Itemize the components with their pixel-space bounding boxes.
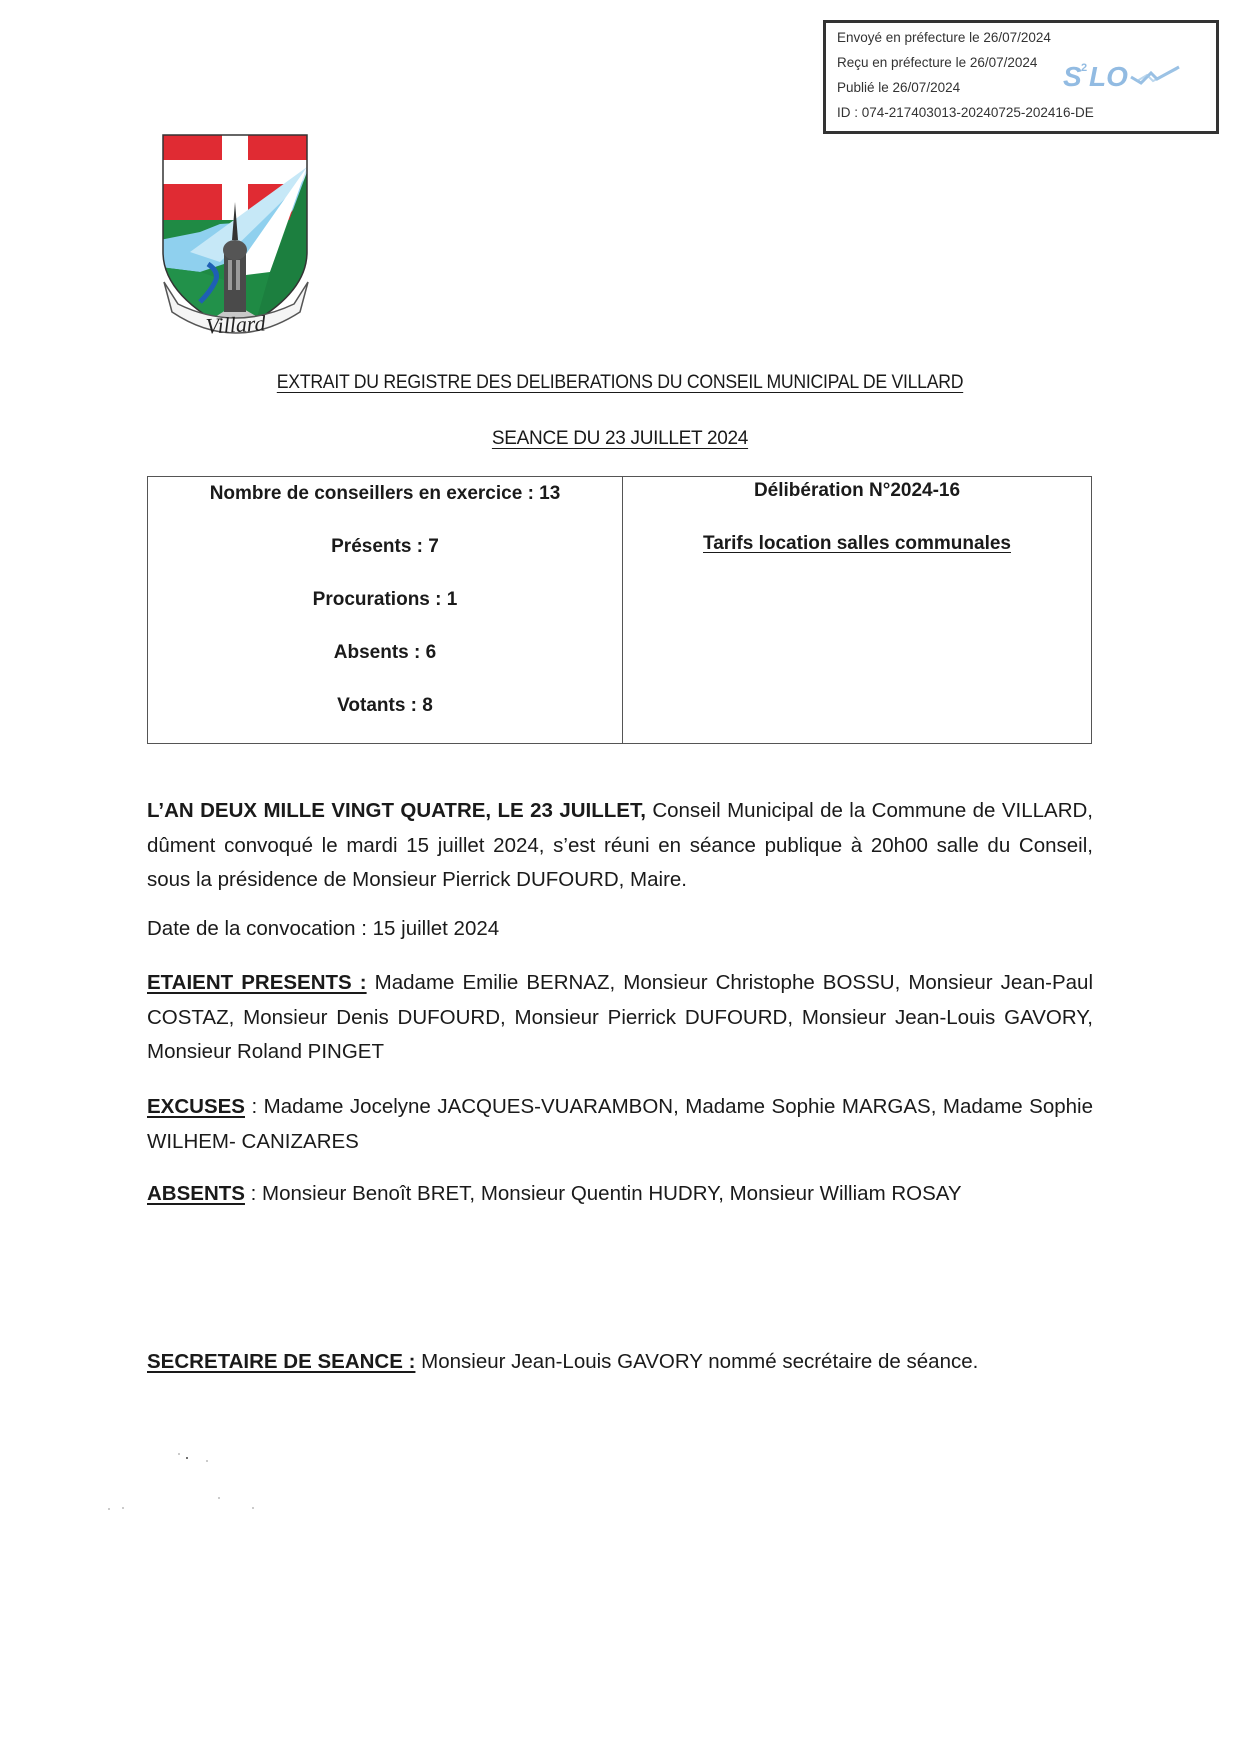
voters-count: Votants : 8	[337, 695, 433, 716]
summary-table	[147, 476, 1092, 744]
proxies-count: Procurations : 1	[312, 589, 458, 610]
absent-members	[147, 1177, 1093, 1212]
convocation-date: Date de la convocation : 15 juillet 2024	[147, 917, 500, 940]
svg-text:2: 2	[1081, 62, 1088, 74]
document-title: EXTRAIT DU REGISTRE DES DELIBERATIONS DU CONSEIL MUNICIPAL DE VILLARD	[276, 372, 964, 393]
svg-text:S: S	[1063, 61, 1082, 92]
deliberation-info	[623, 477, 1091, 743]
councillors-in-office: Nombre de conseillers en exercice : 13	[209, 483, 561, 504]
excused-label: EXCUSES	[147, 1095, 245, 1118]
absent-list: : Monsieur Benoît BRET, Monsieur Quentin HUDRY, Monsieur William ROSAY	[244, 1182, 962, 1205]
stamp-sent-date: Envoyé en préfecture le 26/07/2024	[837, 30, 1051, 45]
present-count: Présents : 7	[331, 536, 439, 557]
deliberation-subject: Tarifs location salles communales	[703, 533, 1011, 554]
secretary-text: Monsieur Jean-Louis GAVORY nommé secrétaire de séance.	[415, 1350, 979, 1373]
attendance-counts	[148, 477, 623, 743]
session-secretary	[147, 1345, 1093, 1380]
session-date: SEANCE DU 23 JUILLET 2024	[491, 428, 749, 449]
excused-list: : Madame Jocelyne JACQUES-VUARAMBON, Madame Sophie MARGAS, Madame Sophie WILHEM- CANIZARES	[147, 1095, 1093, 1153]
stamp-id: ID : 074-217403013-20240725-202416-DE	[837, 105, 1094, 120]
prefecture-stamp	[823, 20, 1219, 134]
present-list: Madame Emilie BERNAZ, Monsieur Christophe BOSSU, Monsieur Jean-Paul COSTAZ, Monsieur Denis DUFOURD, Monsieur Pierrick DUFOURD, Monsieur Jean-Louis GAVORY, Monsieur Roland PINGET	[147, 971, 1093, 1063]
opening-paragraph	[147, 794, 1093, 898]
svg-text:LO: LO	[1089, 61, 1128, 92]
opening-text: Conseil Municipal de la Commune de VILLARD, dûment convoqué le mardi 15 juillet 2024, s’est réuni en séance publique à 20h00 salle du Conseil, sous la présidence de Monsieur Pierrick DUFOURD, Maire.	[147, 799, 1093, 891]
absent-count: Absents : 6	[333, 642, 437, 663]
present-label: ETAIENT PRESENTS :	[147, 971, 367, 994]
deliberation-number: Délibération N°2024-16	[753, 480, 961, 501]
opening-date-phrase: L’AN DEUX MILLE VINGT QUATRE, LE 23 JUILLET,	[147, 799, 646, 822]
stamp-published-date: Publié le 26/07/2024	[837, 80, 961, 95]
s2lo-logo-icon	[1061, 57, 1181, 93]
stamp-received-date: Reçu en préfecture le 26/07/2024	[837, 55, 1038, 70]
secretary-label: SECRETAIRE DE SEANCE :	[147, 1350, 416, 1373]
absent-label: ABSENTS	[147, 1182, 245, 1205]
motto-text: Villard	[205, 310, 267, 339]
villard-coat-of-arms	[160, 132, 312, 342]
excused-members	[147, 1090, 1093, 1159]
present-members	[147, 966, 1093, 1070]
